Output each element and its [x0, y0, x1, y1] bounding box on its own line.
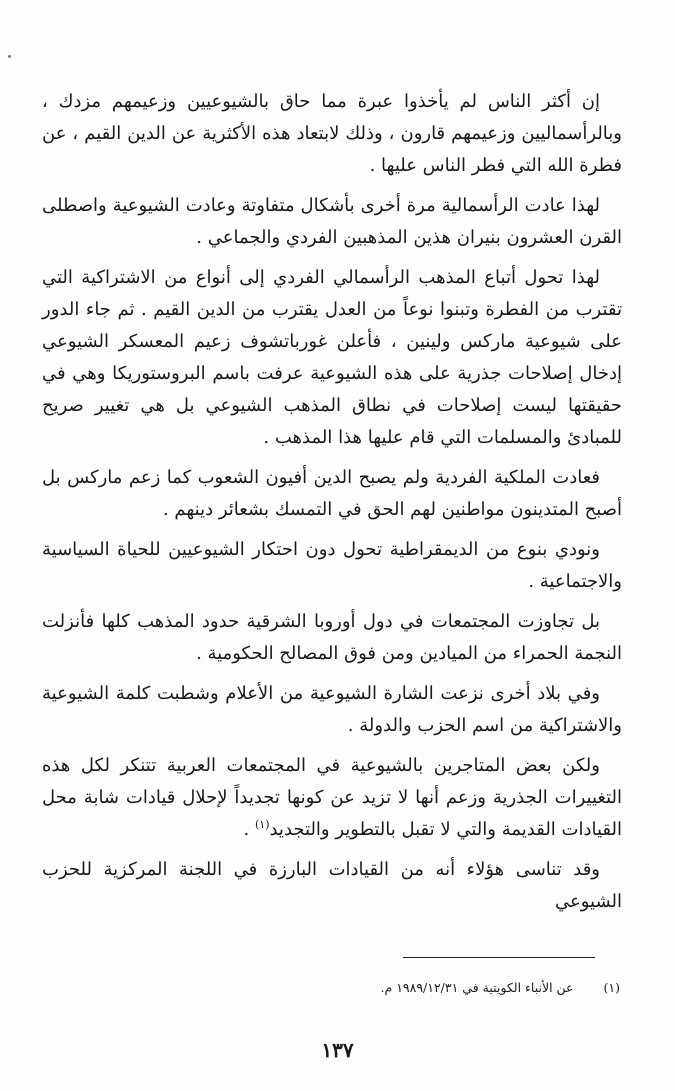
footnote-divider: [403, 957, 595, 958]
footnote: [60, 978, 620, 998]
paragraph-3: لهذا تحول أتباع المذهب الرأسمالي الفردي إلى أنواع من الاشتراكية التي تقترب من الفطرة وتبنوا نوعاً من العدل يقترب من الدين القيم . ثم جاء الدور على شيوعية ماركس ولينين ، فأعلن غورباتشوف زعيم المعسكر الشيوعي إدخال إصلاحات جذرية على هذه الشيوعية عرفت باسم البروستوريكا وهي في حقيقتها ليست إصلاحات في نطاق المذهب الشيوعي بل هي تغيير صريح للمبادئ والمسلمات التي قام عليها هذا المذهب .: [42, 267, 622, 448]
paragraph-8-text: ولكن بعض المتاجرين بالشيوعية في المجتمعات العربية تتنكر لكل هذه التغييرات الجذرية وزعم أنها لا تزيد عن كونها تجديداً لإحلال قيادات شابة محل القيادات القديمة والتي لا تقبل بالتطوير والتجديد: [42, 755, 622, 840]
paragraph-1: إن أكثر الناس لم يأخذوا عبرة مما حاق بالشيوعيين وزعيمهم مزدك ، وبالرأسماليين وزعيمهم قارون ، وذلك لابتعاد هذه الأكثرية عن الدين القيم ، عن فطرة الله التي فطر الناس عليها .: [42, 91, 622, 176]
paragraph-2: لهذا عادت الرأسمالية مرة أخرى بأشكال متفاوتة وعادت الشيوعية واصطلى القرن العشرون بنيران هذين المذهبين الفردي والجماعي .: [42, 195, 622, 248]
paragraph-5: ونودي بنوع من الديمقراطية تحول دون احتكار الشيوعيين للحياة السياسية والاجتماعية .: [42, 539, 622, 592]
paragraph-8: [42, 750, 622, 846]
paragraph-4: فعادت الملكية الفردية ولم يصبح الدين أفيون الشعوب كما زعم ماركس بل أصبح المتدينون مواطنين لهم الحق في التمسك بشعائر دينهم .: [42, 467, 622, 520]
main-text: [42, 86, 622, 926]
paragraph-8-period: .: [243, 819, 255, 840]
footnote-number: (١): [603, 980, 620, 995]
margin-dot: [8, 55, 11, 58]
paragraph-7: وفي بلاد أخرى نزعت الشارة الشيوعية من الأعلام وشطبت كلمة الشيوعية والاشتراكية من اسم الحزب والدولة .: [42, 683, 622, 736]
footnote-reference: (١): [254, 818, 270, 831]
page-number: ١٣٧: [321, 1038, 354, 1062]
paragraph-6: بل تجاوزت المجتمعات في دول أوروبا الشرقية حدود المذهب كلها فأنزلت النجمة الحمراء من الميادين ومن فوق المصالح الحكومية .: [42, 611, 622, 664]
footnote-text: عن الأنباء الكويتية في ١٩٨٩/١٢/٣١ م.: [380, 980, 574, 995]
paragraph-9: وقد تناسى هؤلاء أنه من القيادات البارزة في اللجنة المركزية للحزب الشيوعي: [42, 859, 622, 912]
